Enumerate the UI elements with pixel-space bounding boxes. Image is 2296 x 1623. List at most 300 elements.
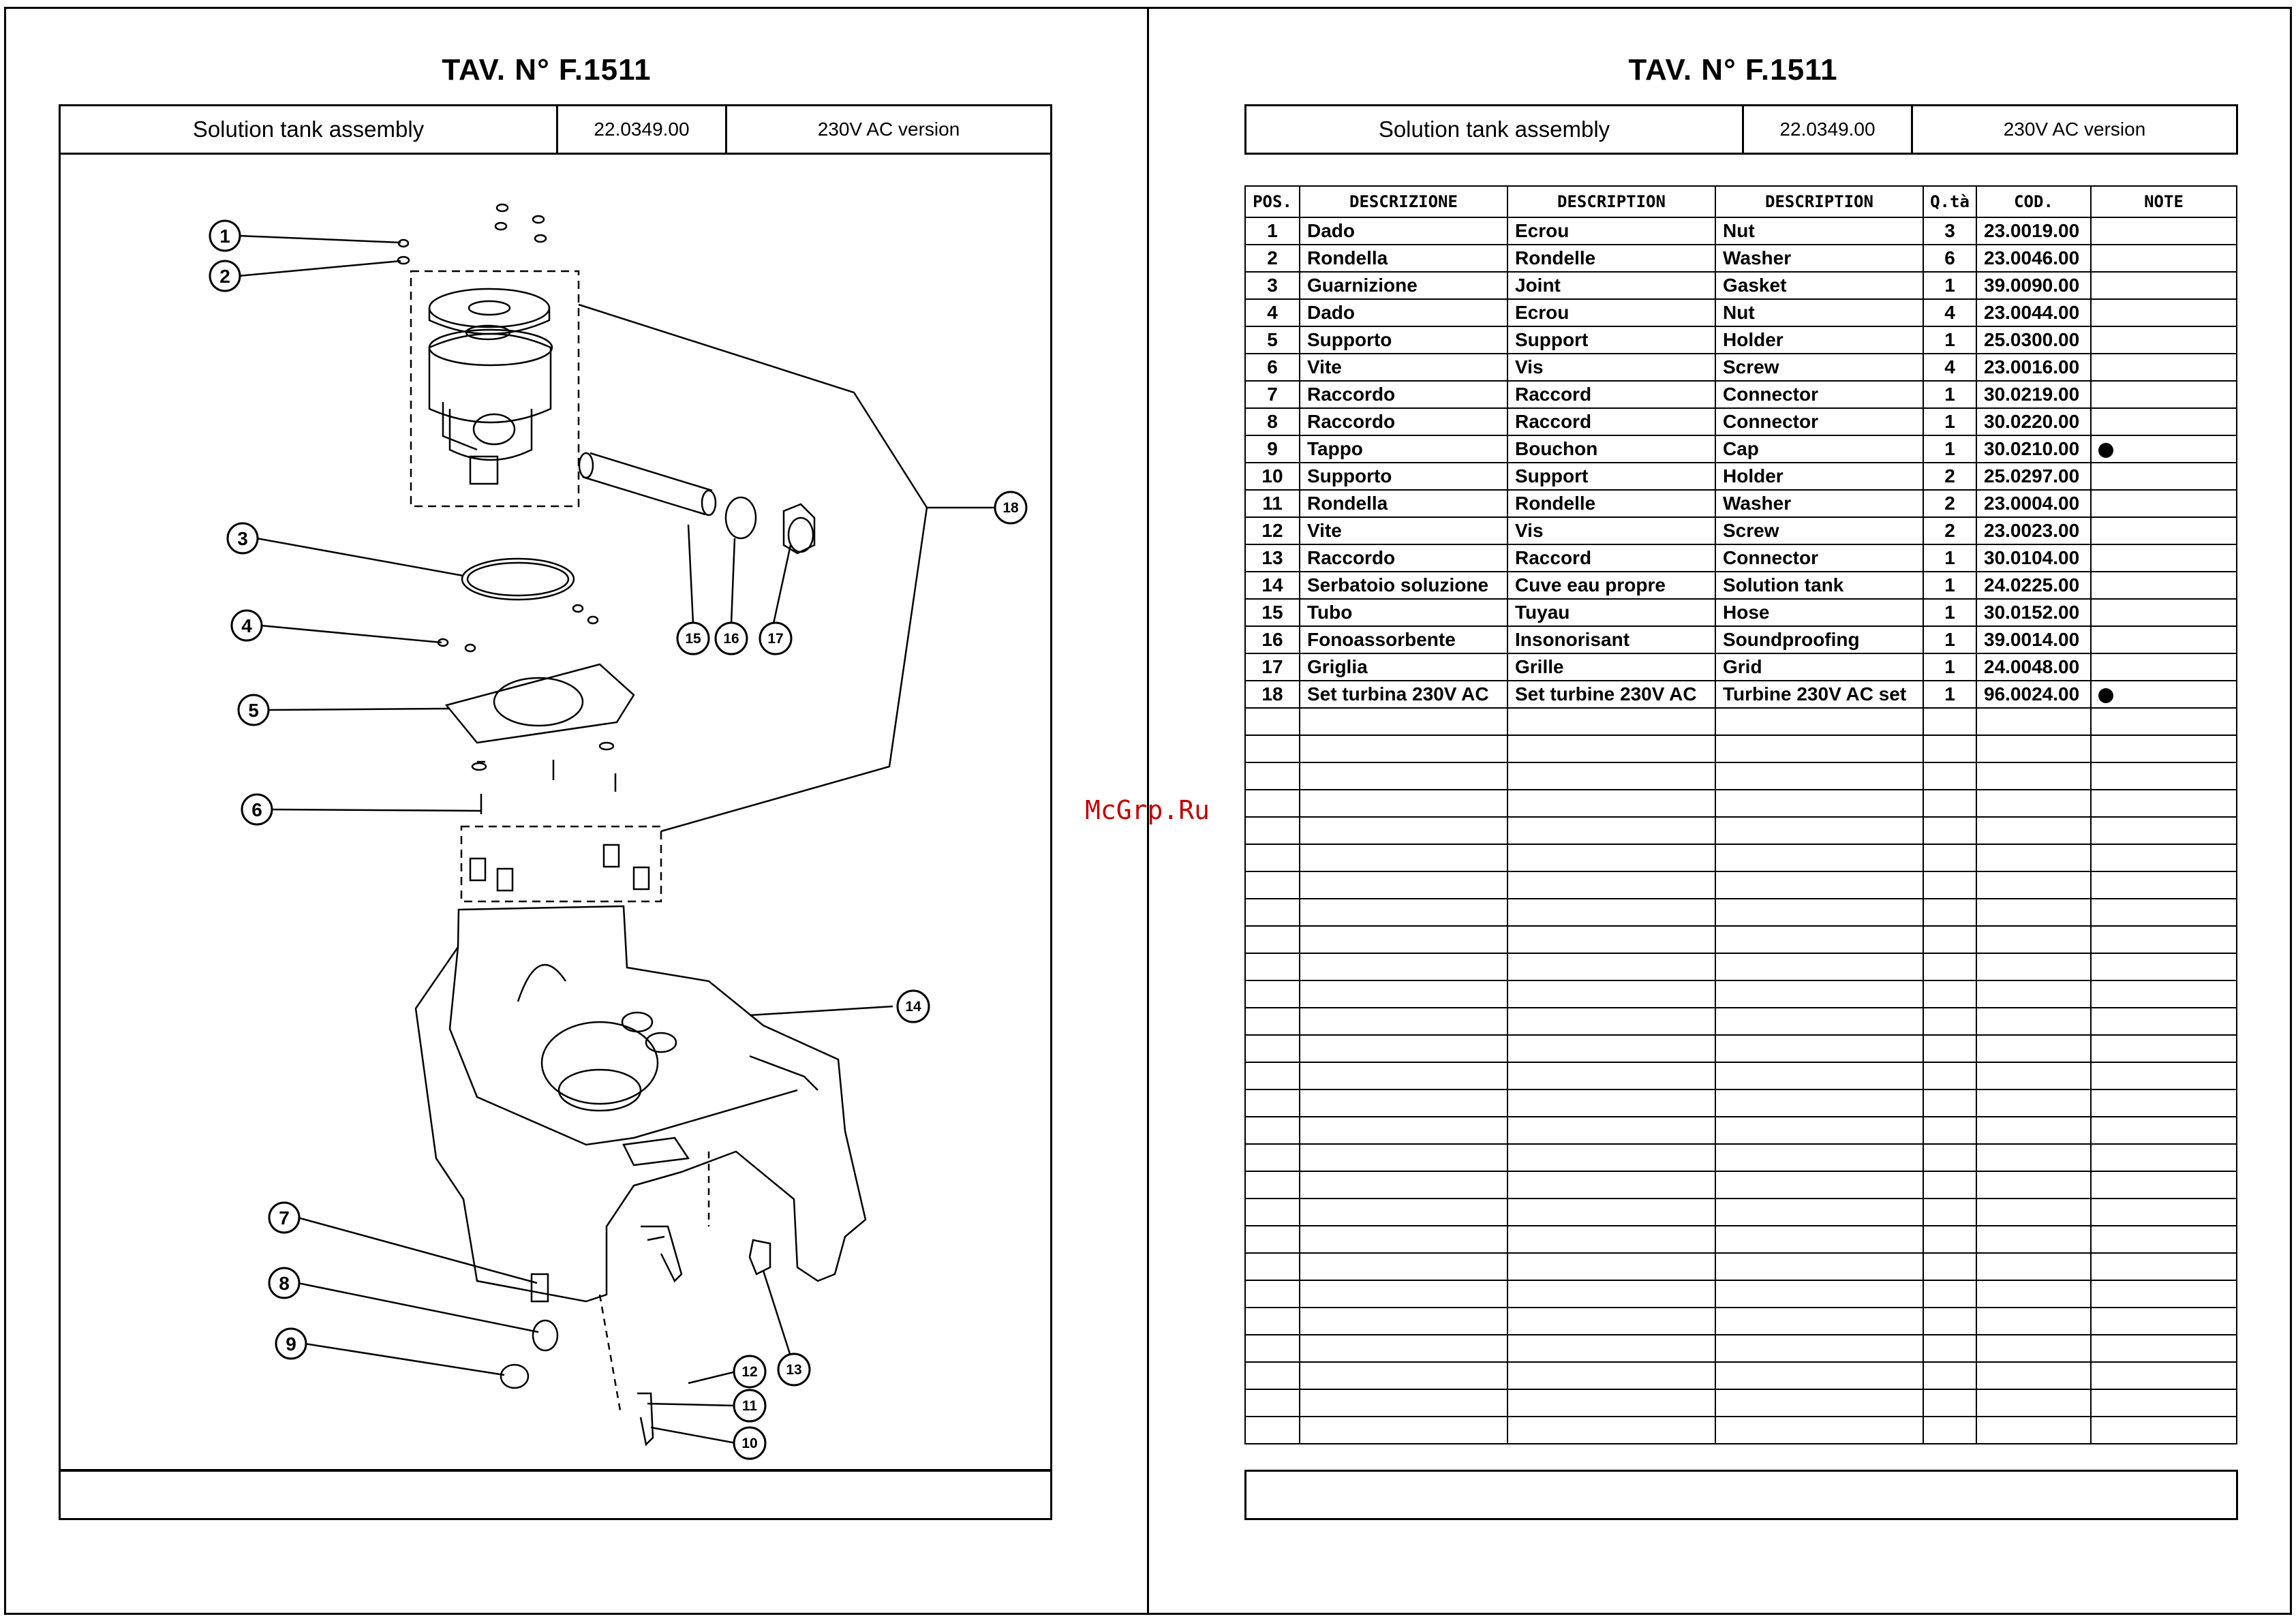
empty-cell — [1300, 762, 1507, 790]
empty-cell — [2091, 1417, 2237, 1444]
cell-note — [2091, 599, 2237, 626]
empty-cell — [1923, 1226, 1976, 1253]
empty-table-row — [1245, 790, 2237, 817]
callout-18 — [995, 492, 1026, 523]
callout-17 — [760, 623, 791, 654]
cell-qty: 4 — [1923, 354, 1976, 381]
empty-cell — [2091, 1362, 2237, 1389]
empty-cell — [1245, 1253, 1300, 1280]
empty-cell — [2091, 1171, 2237, 1199]
cell-note — [2091, 408, 2237, 435]
empty-table-row — [1245, 1308, 2237, 1335]
empty-cell — [1976, 1308, 2091, 1335]
table-row — [1245, 572, 2237, 599]
empty-cell — [1715, 1035, 1923, 1062]
cell-qty: 1 — [1923, 544, 1976, 572]
callout-label: 13 — [786, 1362, 802, 1378]
empty-cell — [1715, 1362, 1923, 1389]
cell-pos: 6 — [1245, 354, 1300, 381]
empty-cell — [2091, 1308, 2237, 1335]
empty-cell — [1507, 1199, 1715, 1226]
cell-note — [2091, 681, 2237, 708]
empty-cell — [1245, 953, 1300, 980]
empty-table-row — [1245, 1008, 2237, 1035]
callout-8 — [269, 1268, 299, 1298]
empty-cell — [1300, 1199, 1507, 1226]
empty-cell — [1715, 790, 1923, 817]
assembly-code: 22.0349.00 — [558, 106, 727, 153]
empty-cell — [1300, 1144, 1507, 1171]
cell-note — [2091, 435, 2237, 463]
table-row — [1245, 354, 2237, 381]
cell-note — [2091, 544, 2237, 572]
empty-cell — [1715, 871, 1923, 899]
empty-cell — [1715, 1117, 1923, 1144]
cell-code: 23.0044.00 — [1976, 299, 2091, 326]
cell-code: 30.0152.00 — [1976, 599, 2091, 626]
empty-cell — [2091, 1089, 2237, 1117]
table-header-row — [1245, 186, 2237, 217]
cell-pos: 13 — [1245, 544, 1300, 572]
empty-cell — [1715, 1171, 1923, 1199]
empty-cell — [1300, 735, 1507, 762]
empty-table-row — [1245, 1417, 2237, 1444]
cell-pos: 12 — [1245, 517, 1300, 544]
cell-qty: 3 — [1923, 217, 1976, 245]
empty-cell — [1300, 1389, 1507, 1417]
callout-10 — [734, 1427, 765, 1459]
cell-en: Turbine 230V AC set — [1715, 681, 1923, 708]
cell-it: Fonoassorbente — [1300, 626, 1507, 653]
empty-cell — [2091, 1035, 2237, 1062]
cell-pos: 9 — [1245, 435, 1300, 463]
cell-fr: Rondelle — [1507, 245, 1715, 272]
cell-code: 30.0210.00 — [1976, 435, 2091, 463]
empty-cell — [1715, 1389, 1923, 1417]
callout-2 — [210, 261, 240, 291]
empty-cell — [1715, 1089, 1923, 1117]
table-row — [1245, 435, 2237, 463]
callout-label: 15 — [685, 631, 701, 647]
empty-cell — [1507, 1117, 1715, 1144]
empty-cell — [1923, 1144, 1976, 1171]
empty-table-row — [1245, 1362, 2237, 1389]
cell-it: Vite — [1300, 354, 1507, 381]
cell-fr: Support — [1507, 326, 1715, 354]
cell-en: Grid — [1715, 653, 1923, 681]
watermark: McGrp.Ru — [1085, 795, 1210, 825]
cell-qty: 6 — [1923, 245, 1976, 272]
cell-qty: 2 — [1923, 463, 1976, 490]
empty-table-row — [1245, 1035, 2237, 1062]
callout-label: 7 — [279, 1207, 290, 1228]
assembly-version: 230V AC version — [817, 119, 960, 140]
empty-cell — [1715, 1008, 1923, 1035]
empty-cell — [1715, 1199, 1923, 1226]
cell-en: Connector — [1715, 544, 1923, 572]
empty-cell — [1976, 790, 2091, 817]
empty-cell — [1507, 1335, 1715, 1362]
empty-cell — [1976, 1062, 2091, 1089]
cell-fr: Bouchon — [1507, 435, 1715, 463]
cell-code: 23.0023.00 — [1976, 517, 2091, 544]
empty-cell — [2091, 926, 2237, 953]
cell-pos: 10 — [1245, 463, 1300, 490]
empty-table-row — [1245, 980, 2237, 1008]
empty-cell — [1715, 1062, 1923, 1089]
table-row — [1245, 408, 2237, 435]
cell-note — [2091, 217, 2237, 245]
empty-cell — [1715, 844, 1923, 871]
empty-cell — [1245, 926, 1300, 953]
empty-cell — [1715, 708, 1923, 735]
empty-cell — [1507, 1144, 1715, 1171]
empty-cell — [1245, 1035, 1300, 1062]
table-row — [1245, 653, 2237, 681]
cell-en: Soundproofing — [1715, 626, 1923, 653]
callout-label: 10 — [741, 1436, 758, 1451]
cell-it: Vite — [1300, 517, 1507, 544]
empty-cell — [2091, 817, 2237, 844]
right-header-box — [1244, 104, 2238, 155]
empty-cell — [1923, 953, 1976, 980]
empty-cell — [1923, 735, 1976, 762]
cell-fr: Insonorisant — [1507, 626, 1715, 653]
empty-cell — [2091, 1062, 2237, 1089]
cell-pos: 11 — [1245, 490, 1300, 517]
cell-it: Raccordo — [1300, 381, 1507, 408]
cell-qty: 1 — [1923, 381, 1976, 408]
cell-en: Holder — [1715, 463, 1923, 490]
cell-pos: 2 — [1245, 245, 1300, 272]
cell-pos: 14 — [1245, 572, 1300, 599]
cell-code: 39.0014.00 — [1976, 626, 2091, 653]
empty-cell — [2091, 1008, 2237, 1035]
callout-label: 18 — [1002, 500, 1019, 516]
cell-fr: Raccord — [1507, 381, 1715, 408]
empty-cell — [1976, 735, 2091, 762]
empty-cell — [1300, 980, 1507, 1008]
empty-cell — [1976, 1362, 2091, 1389]
empty-table-row — [1245, 1089, 2237, 1117]
empty-cell — [1715, 1308, 1923, 1335]
empty-cell — [2091, 980, 2237, 1008]
empty-cell — [1507, 817, 1715, 844]
empty-cell — [1715, 926, 1923, 953]
callout-5 — [239, 695, 269, 725]
parts-list-table — [1244, 185, 2237, 1444]
column-header: NOTE — [2091, 186, 2237, 217]
empty-cell — [1715, 1335, 1923, 1362]
cell-it: Set turbina 230V AC — [1300, 681, 1507, 708]
empty-cell — [1715, 1253, 1923, 1280]
empty-cell — [1300, 953, 1507, 980]
empty-cell — [1976, 762, 2091, 790]
empty-table-row — [1245, 1144, 2237, 1171]
callout-3 — [228, 523, 258, 553]
cell-pos: 16 — [1245, 626, 1300, 653]
table-row — [1245, 599, 2237, 626]
empty-cell — [1245, 1362, 1300, 1389]
cell-it: Rondella — [1300, 490, 1507, 517]
left-page-title: TAV. N° F.1511 — [442, 53, 652, 87]
empty-cell — [1976, 844, 2091, 871]
empty-table-row — [1245, 1062, 2237, 1089]
cell-en: Solution tank — [1715, 572, 1923, 599]
empty-cell — [1245, 735, 1300, 762]
assembly-name: Solution tank assembly — [1246, 106, 1744, 153]
cell-fr: Tuyau — [1507, 599, 1715, 626]
empty-cell — [1245, 817, 1300, 844]
empty-cell — [1923, 1362, 1976, 1389]
empty-cell — [1976, 1335, 2091, 1362]
empty-cell — [2091, 735, 2237, 762]
empty-cell — [1923, 1253, 1976, 1280]
cell-qty: 2 — [1923, 517, 1976, 544]
empty-cell — [1923, 899, 1976, 926]
cell-note — [2091, 463, 2237, 490]
column-header: DESCRIPTION — [1715, 186, 1923, 217]
note-dot-icon — [2098, 443, 2113, 458]
empty-cell — [1976, 980, 2091, 1008]
empty-cell — [1976, 953, 2091, 980]
callout-label: 9 — [286, 1333, 296, 1355]
callout-label: 16 — [723, 631, 739, 647]
empty-cell — [1923, 1335, 1976, 1362]
empty-table-row — [1245, 926, 2237, 953]
cell-code: 25.0297.00 — [1976, 463, 2091, 490]
callout-label: 14 — [905, 999, 921, 1015]
empty-cell — [1715, 1280, 1923, 1308]
cell-pos: 18 — [1245, 681, 1300, 708]
empty-cell — [1300, 1035, 1507, 1062]
empty-cell — [1245, 1335, 1300, 1362]
cell-fr: Vis — [1507, 517, 1715, 544]
empty-cell — [1245, 1089, 1300, 1117]
empty-cell — [1923, 980, 1976, 1008]
empty-cell — [2091, 1144, 2237, 1171]
cell-en: Washer — [1715, 490, 1923, 517]
empty-cell — [1300, 926, 1507, 953]
empty-cell — [1507, 980, 1715, 1008]
empty-cell — [1300, 1117, 1507, 1144]
cell-qty: 1 — [1923, 326, 1976, 354]
empty-cell — [1715, 817, 1923, 844]
column-header: DESCRIZIONE — [1300, 186, 1507, 217]
empty-cell — [2091, 1335, 2237, 1362]
empty-table-row — [1245, 1335, 2237, 1362]
empty-table-row — [1245, 1280, 2237, 1308]
empty-cell — [2091, 762, 2237, 790]
empty-cell — [1507, 1171, 1715, 1199]
empty-table-row — [1245, 953, 2237, 980]
empty-cell — [2091, 899, 2237, 926]
cell-note — [2091, 245, 2237, 272]
cell-note — [2091, 354, 2237, 381]
table-body — [1245, 217, 2237, 1444]
cell-code: 30.0104.00 — [1976, 544, 2091, 572]
assembly-version: 230V AC version — [2003, 119, 2146, 140]
right-footer-box — [1244, 1470, 2238, 1520]
cell-it: Griglia — [1300, 653, 1507, 681]
empty-cell — [1507, 1089, 1715, 1117]
empty-table-row — [1245, 817, 2237, 844]
cell-en: Screw — [1715, 517, 1923, 544]
empty-cell — [1923, 1389, 1976, 1417]
cell-code: 30.0220.00 — [1976, 408, 2091, 435]
empty-cell — [1976, 1117, 2091, 1144]
empty-cell — [1976, 871, 2091, 899]
empty-table-row — [1245, 762, 2237, 790]
cell-fr: Cuve eau propre — [1507, 572, 1715, 599]
empty-cell — [1507, 871, 1715, 899]
cell-fr: Set turbine 230V AC — [1507, 681, 1715, 708]
cell-fr: Ecrou — [1507, 299, 1715, 326]
cell-note — [2091, 272, 2237, 299]
cell-code: 25.0300.00 — [1976, 326, 2091, 354]
cell-fr: Joint — [1507, 272, 1715, 299]
empty-table-row — [1245, 1171, 2237, 1199]
callout-label: 6 — [251, 799, 262, 820]
empty-cell — [1976, 1280, 2091, 1308]
cell-note — [2091, 626, 2237, 653]
cell-it: Rondella — [1300, 245, 1507, 272]
empty-cell — [2091, 1199, 2237, 1226]
empty-cell — [1923, 1008, 1976, 1035]
empty-cell — [1245, 1226, 1300, 1253]
cell-en: Gasket — [1715, 272, 1923, 299]
cell-code: 30.0219.00 — [1976, 381, 2091, 408]
cell-code: 23.0046.00 — [1976, 245, 2091, 272]
empty-cell — [1976, 1417, 2091, 1444]
cell-it: Raccordo — [1300, 544, 1507, 572]
cell-code: 96.0024.00 — [1976, 681, 2091, 708]
empty-cell — [1245, 790, 1300, 817]
empty-cell — [1923, 844, 1976, 871]
empty-cell — [1507, 1362, 1715, 1389]
empty-cell — [2091, 790, 2237, 817]
empty-cell — [2091, 1253, 2237, 1280]
cell-note — [2091, 490, 2237, 517]
cell-fr: Vis — [1507, 354, 1715, 381]
cell-it: Dado — [1300, 217, 1507, 245]
empty-cell — [1507, 1035, 1715, 1062]
cell-qty: 1 — [1923, 681, 1976, 708]
empty-cell — [1976, 1008, 2091, 1035]
callout-7 — [269, 1203, 299, 1233]
empty-cell — [1507, 790, 1715, 817]
cell-en: Connector — [1715, 381, 1923, 408]
cell-pos: 7 — [1245, 381, 1300, 408]
empty-cell — [1245, 899, 1300, 926]
cell-it: Dado — [1300, 299, 1507, 326]
cell-it: Supporto — [1300, 463, 1507, 490]
cell-en: Nut — [1715, 299, 1923, 326]
empty-cell — [1300, 1226, 1507, 1253]
table-row — [1245, 626, 2237, 653]
callout-15 — [677, 623, 709, 654]
cell-en: Hose — [1715, 599, 1923, 626]
empty-cell — [1715, 980, 1923, 1008]
cell-fr: Raccord — [1507, 408, 1715, 435]
empty-cell — [1507, 1389, 1715, 1417]
empty-cell — [1245, 762, 1300, 790]
cell-code: 39.0090.00 — [1976, 272, 2091, 299]
empty-table-row — [1245, 844, 2237, 871]
empty-cell — [1923, 790, 1976, 817]
empty-cell — [2091, 708, 2237, 735]
cell-it: Supporto — [1300, 326, 1507, 354]
empty-cell — [1923, 762, 1976, 790]
empty-table-row — [1245, 1253, 2237, 1280]
exploded-view-drawing — [0, 0, 1147, 1623]
cell-pos: 15 — [1245, 599, 1300, 626]
empty-cell — [1300, 1171, 1507, 1199]
empty-table-row — [1245, 1199, 2237, 1226]
empty-cell — [1923, 1417, 1976, 1444]
empty-cell — [1300, 1253, 1507, 1280]
empty-cell — [1245, 871, 1300, 899]
empty-cell — [1976, 1035, 2091, 1062]
cell-en: Screw — [1715, 354, 1923, 381]
cell-code: 23.0016.00 — [1976, 354, 2091, 381]
empty-cell — [1923, 1199, 1976, 1226]
empty-cell — [1245, 1144, 1300, 1171]
cell-note — [2091, 653, 2237, 681]
empty-cell — [1923, 1062, 1976, 1089]
empty-cell — [1300, 871, 1507, 899]
empty-table-row — [1245, 1226, 2237, 1253]
empty-cell — [2091, 953, 2237, 980]
cell-en: Cap — [1715, 435, 1923, 463]
cell-pos: 17 — [1245, 653, 1300, 681]
callout-13 — [778, 1354, 810, 1385]
callout-label: 4 — [241, 615, 252, 636]
table-row — [1245, 544, 2237, 572]
empty-cell — [1976, 1389, 2091, 1417]
cell-it: Tubo — [1300, 599, 1507, 626]
cell-pos: 8 — [1245, 408, 1300, 435]
callout-label: 11 — [741, 1398, 758, 1414]
empty-cell — [1300, 1089, 1507, 1117]
cell-pos: 4 — [1245, 299, 1300, 326]
callout-9 — [276, 1329, 306, 1359]
cell-en: Nut — [1715, 217, 1923, 245]
cell-en: Holder — [1715, 326, 1923, 354]
column-header: DESCRIPTION — [1507, 186, 1715, 217]
table-row — [1245, 681, 2237, 708]
callout-12 — [734, 1356, 765, 1387]
empty-cell — [1300, 1335, 1507, 1362]
table-row — [1245, 272, 2237, 299]
empty-cell — [1245, 980, 1300, 1008]
cell-note — [2091, 299, 2237, 326]
empty-cell — [1507, 762, 1715, 790]
empty-table-row — [1245, 899, 2237, 926]
empty-cell — [1245, 1117, 1300, 1144]
cell-qty: 1 — [1923, 626, 1976, 653]
cell-en: Washer — [1715, 245, 1923, 272]
empty-cell — [1300, 844, 1507, 871]
cell-it: Raccordo — [1300, 408, 1507, 435]
empty-cell — [1300, 1062, 1507, 1089]
table-row — [1245, 326, 2237, 354]
cell-note — [2091, 381, 2237, 408]
cell-fr: Raccord — [1507, 544, 1715, 572]
empty-cell — [1507, 1308, 1715, 1335]
empty-cell — [1976, 926, 2091, 953]
empty-table-row — [1245, 708, 2237, 735]
